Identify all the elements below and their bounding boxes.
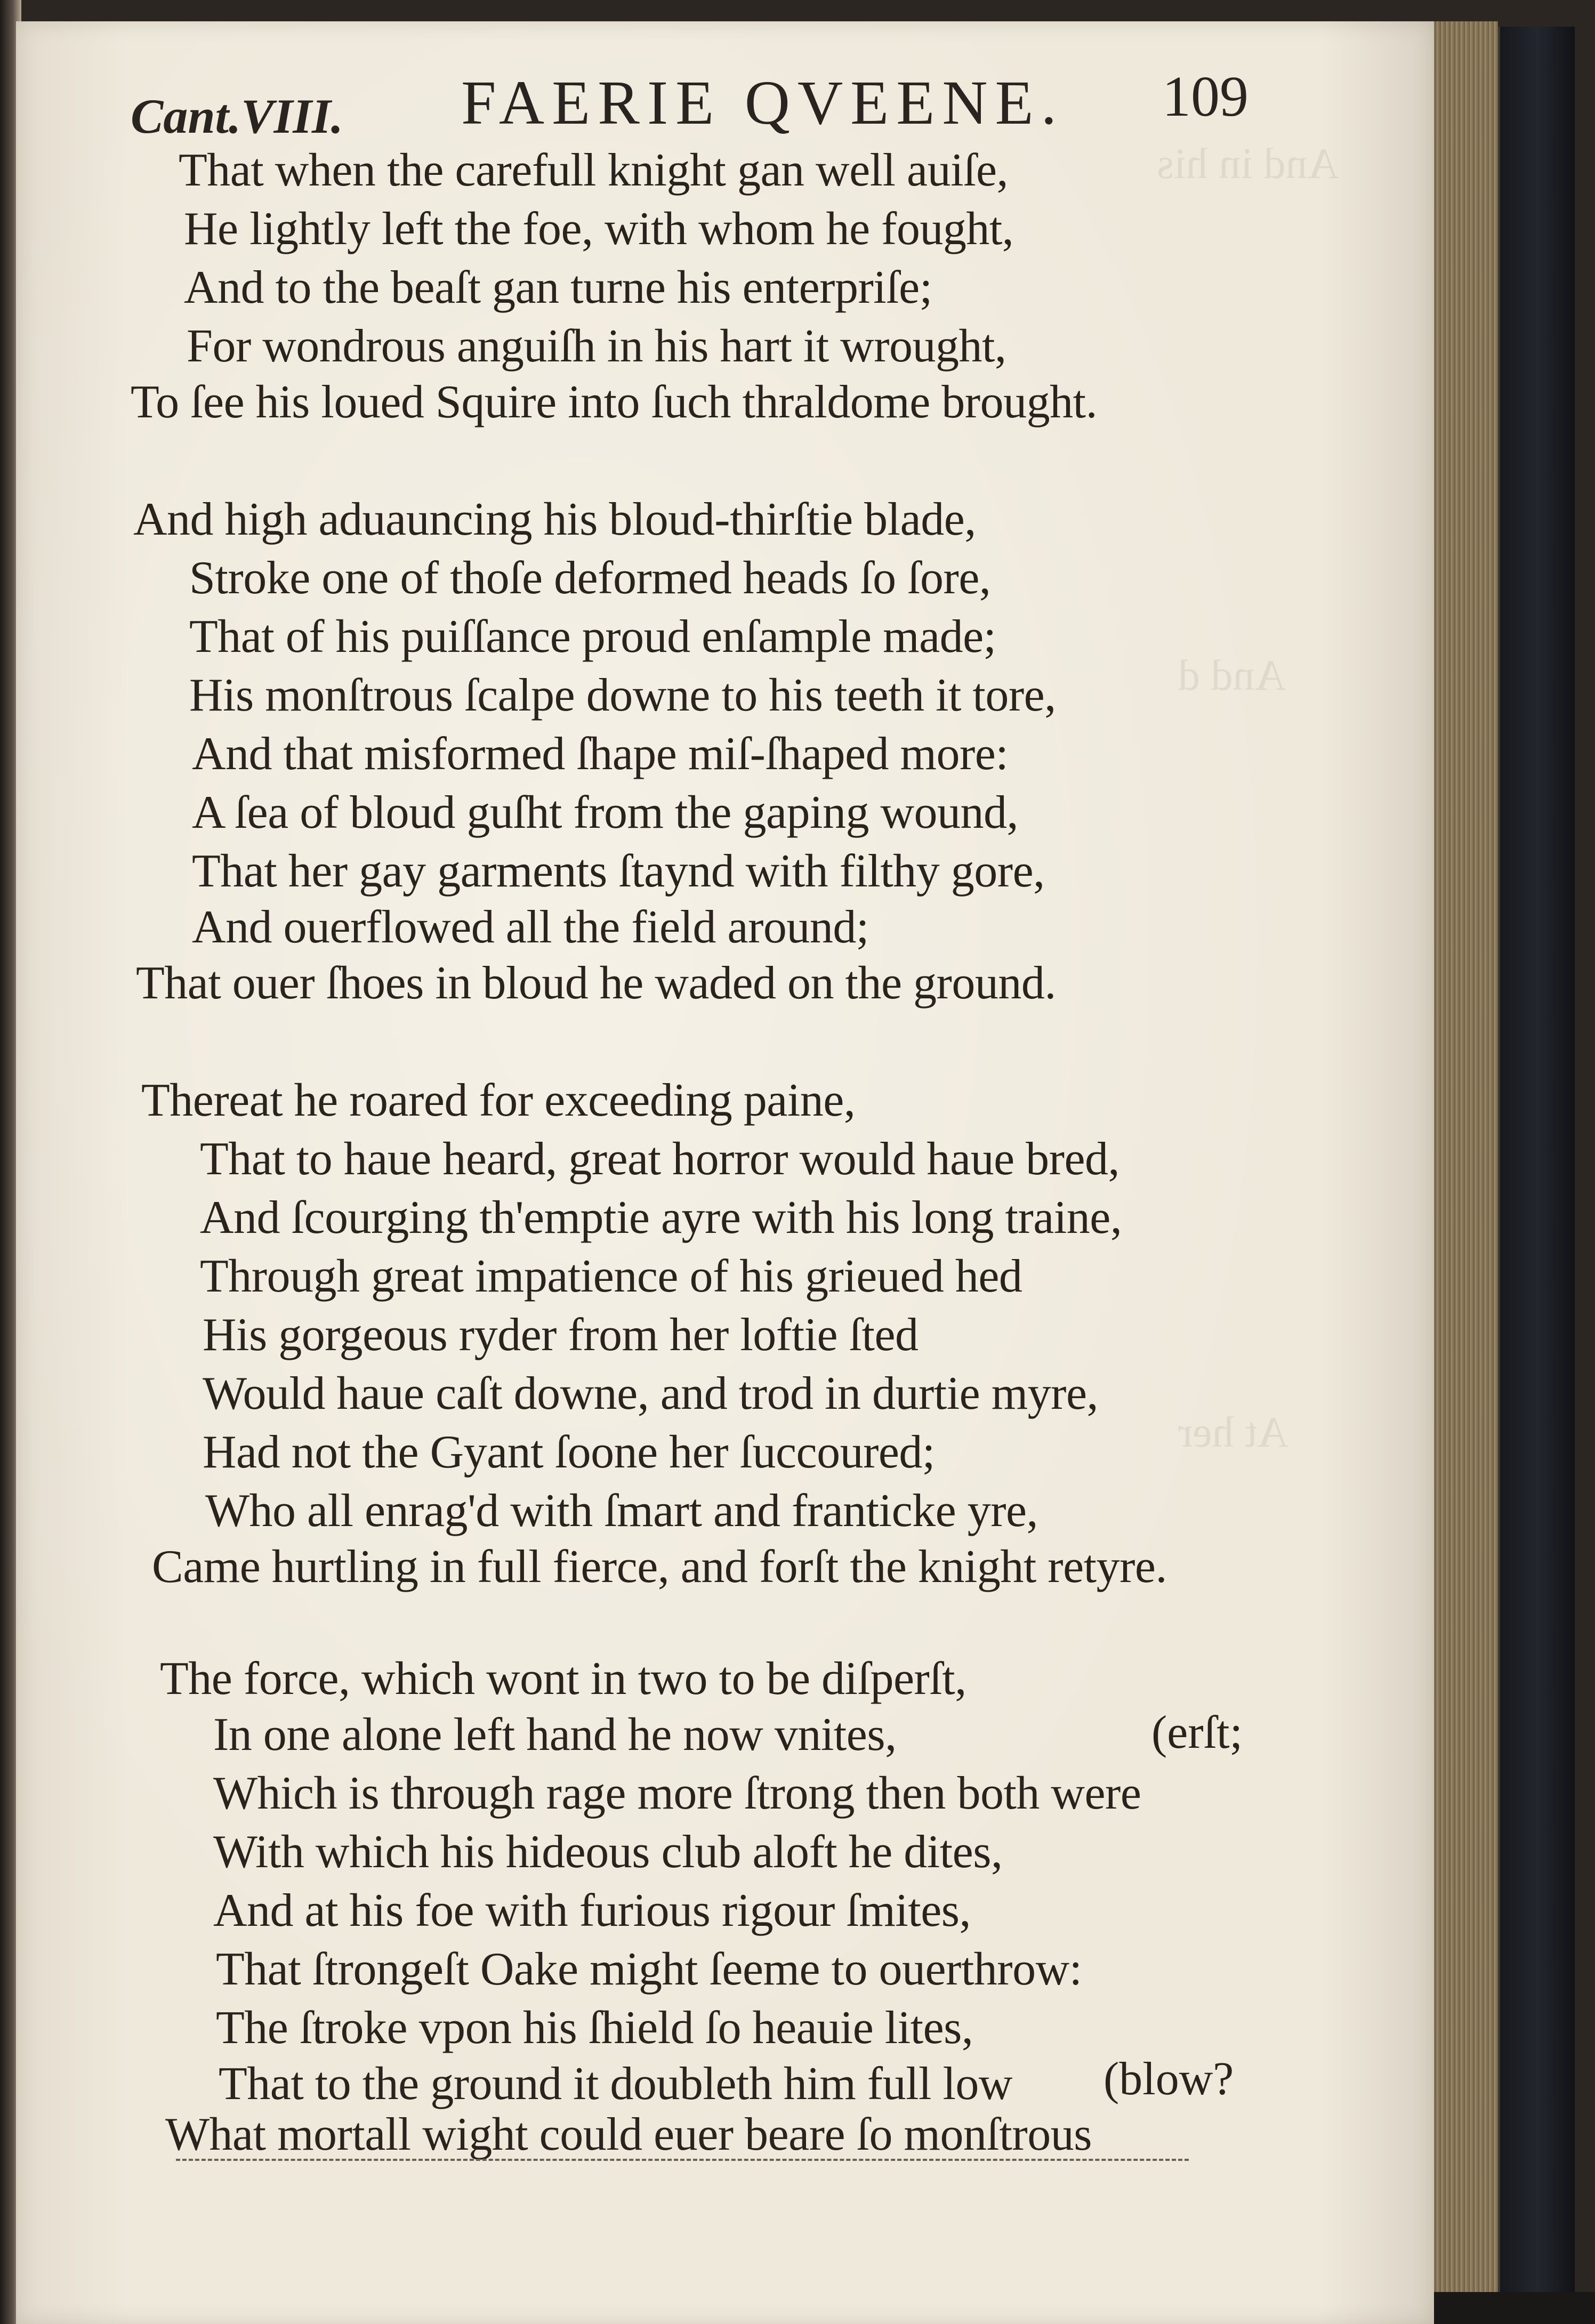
verse-line: In one alone left hand he now vnites, xyxy=(213,1709,897,1761)
bottom-rule xyxy=(176,2159,1189,2161)
verse-line: A ſea of bloud guſht from the gaping wound, xyxy=(192,787,1019,838)
verse-line: Which is through rage more ſtrong then both were xyxy=(213,1768,1141,1819)
book-cover xyxy=(1498,27,1575,2313)
verse-line: And that misformed ſhape miſ-ſhaped more: xyxy=(192,728,1009,780)
cover-bottom xyxy=(1434,2292,1595,2324)
poem-text xyxy=(16,21,1434,2324)
verse-line: That ſtrongeſt Oake might ſeeme to ouerthrow: xyxy=(216,1943,1082,1995)
verse-line: That to the ground it doubleth him full low xyxy=(219,2058,1012,2110)
verse-line: That ouer ſhoes in bloud he waded on the ground. xyxy=(136,957,1056,1009)
book-title: FAERIE QVEENE. xyxy=(461,68,1065,138)
page-number: 109 xyxy=(1162,65,1248,128)
turnover-text: (blow? xyxy=(1103,2053,1234,2105)
page-stack-edge xyxy=(1434,21,1498,2313)
canto-label: Cant.VIII. xyxy=(131,89,343,143)
verse-line: Stroke one of thoſe deformed heads ſo ſore, xyxy=(189,552,991,604)
show-through: At her xyxy=(1178,1408,1289,1456)
verse-line: That when the carefull knight gan well auiſe, xyxy=(179,144,1009,196)
verse-line: Had not the Gyant ſoone her ſuccoured; xyxy=(203,1426,935,1478)
verse-line: And to the beaſt gan turne his enterpriſe; xyxy=(184,262,932,313)
verse-line: Through great impatience of his grieued hed xyxy=(200,1250,1022,1302)
verse-line: The force, which wont in two to be diſperſt, xyxy=(160,1653,966,1705)
verse-line: And ouerflowed all the field around; xyxy=(192,901,869,953)
verse-line: The ſtroke vpon his ſhield ſo heauie lites, xyxy=(216,2002,973,2054)
turnover-text: (erſt; xyxy=(1151,1707,1243,1758)
verse-line: That her gay garments ſtaynd with filthy gore, xyxy=(192,845,1045,897)
verse-line: That of his puiſſance proud enſample made; xyxy=(189,611,996,663)
verse-line: Would haue caſt downe, and trod in durtie myre, xyxy=(203,1368,1099,1419)
verse-line: He lightly left the foe, with whom he fought, xyxy=(184,203,1014,255)
verse-line: With which his hideous club aloft he dites, xyxy=(213,1826,1003,1878)
verse-line: Came hurtling in full fierce, and forſt the knight retyre. xyxy=(152,1541,1167,1593)
verse-line: For wondrous anguiſh in his hart it wrought, xyxy=(187,320,1006,372)
verse-line: And at his foe with furious rigour ſmites, xyxy=(213,1885,971,1936)
show-through: And d xyxy=(1178,651,1286,699)
verse-line: Thereat he roared for exceeding paine, xyxy=(141,1075,856,1126)
book-page xyxy=(16,21,1434,2324)
verse-line: Who all enrag'd with ſmart and franticke yre, xyxy=(205,1485,1038,1537)
show-through: And in his xyxy=(1157,139,1339,188)
verse-line: His gorgeous ryder from her loftie ſted xyxy=(203,1309,919,1361)
verse-line: That to haue heard, great horror would haue bred, xyxy=(200,1133,1120,1185)
verse-line: What mortall wight could euer beare ſo monſtrous xyxy=(165,2109,1092,2160)
verse-line: To ſee his loued Squire into ſuch thraldome brought. xyxy=(131,376,1098,428)
verse-line: And high aduauncing his bloud-thirſtie blade, xyxy=(133,494,976,545)
verse-line: And ſcourging th'emptie ayre with his long traine, xyxy=(200,1192,1122,1244)
verse-line: His monſtrous ſcalpe downe to his teeth it tore, xyxy=(189,669,1056,721)
